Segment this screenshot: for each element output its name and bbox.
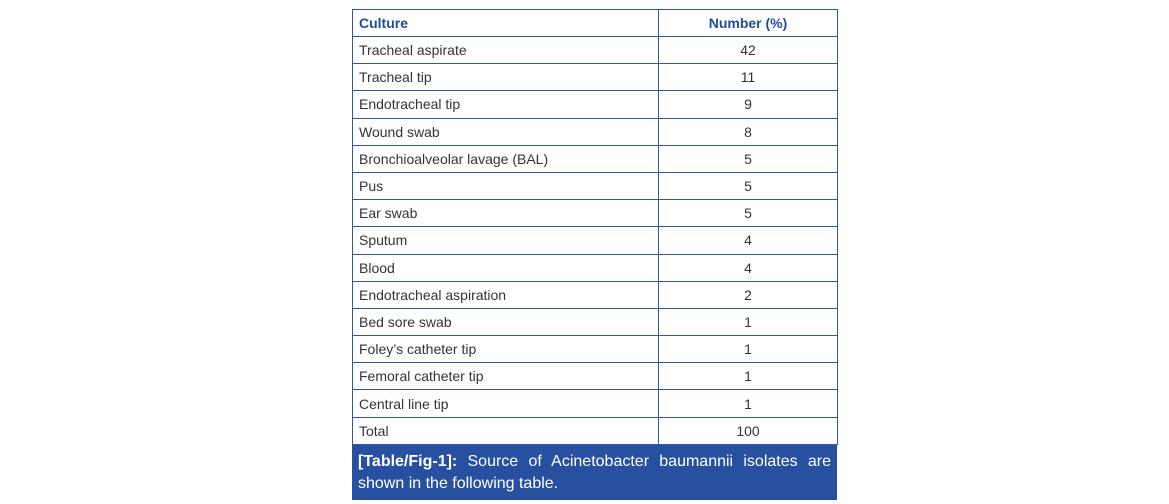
number-cell: 5 [659, 145, 838, 172]
table-row [353, 336, 838, 363]
header-number: Number (%) [659, 10, 838, 37]
table-header-row [353, 10, 838, 37]
culture-cell: Tracheal aspirate [353, 37, 659, 64]
table-row [353, 227, 838, 254]
caption-text: Source of Acinetobacter baumannii isolates are shown in the following table. [358, 452, 831, 492]
table-row [353, 118, 838, 145]
table-row [353, 172, 838, 199]
culture-cell: Wound swab [353, 118, 659, 145]
number-cell: 1 [659, 336, 838, 363]
culture-cell: Total [353, 417, 659, 444]
table-row [353, 145, 838, 172]
culture-cell: Tracheal tip [353, 64, 659, 91]
culture-table [352, 9, 838, 445]
number-cell: 11 [659, 64, 838, 91]
number-cell: 8 [659, 118, 838, 145]
number-cell: 100 [659, 417, 838, 444]
culture-cell: Bed sore swab [353, 308, 659, 335]
table-row [353, 281, 838, 308]
number-cell: 1 [659, 363, 838, 390]
table-row [353, 390, 838, 417]
table-row [353, 91, 838, 118]
table-row [353, 254, 838, 281]
culture-table-container [352, 9, 837, 500]
table-row [353, 363, 838, 390]
culture-cell: Central line tip [353, 390, 659, 417]
number-cell: 5 [659, 200, 838, 227]
table-caption [352, 445, 837, 500]
number-cell: 42 [659, 37, 838, 64]
table-row [353, 64, 838, 91]
number-cell: 1 [659, 390, 838, 417]
table-row [353, 200, 838, 227]
culture-cell: Bronchioalveolar lavage (BAL) [353, 145, 659, 172]
culture-cell: Foley’s catheter tip [353, 336, 659, 363]
culture-cell: Sputum [353, 227, 659, 254]
table-body [353, 37, 838, 445]
number-cell: 4 [659, 227, 838, 254]
culture-cell: Blood [353, 254, 659, 281]
header-culture: Culture [353, 10, 659, 37]
number-cell: 4 [659, 254, 838, 281]
number-cell: 9 [659, 91, 838, 118]
culture-cell: Endotracheal aspiration [353, 281, 659, 308]
table-row [353, 37, 838, 64]
culture-cell: Ear swab [353, 200, 659, 227]
culture-cell: Pus [353, 172, 659, 199]
culture-cell: Endotracheal tip [353, 91, 659, 118]
number-cell: 1 [659, 308, 838, 335]
table-row [353, 417, 838, 444]
culture-cell: Femoral catheter tip [353, 363, 659, 390]
number-cell: 2 [659, 281, 838, 308]
table-row [353, 308, 838, 335]
caption-label: [Table/Fig-1]: [358, 452, 458, 470]
number-cell: 5 [659, 172, 838, 199]
